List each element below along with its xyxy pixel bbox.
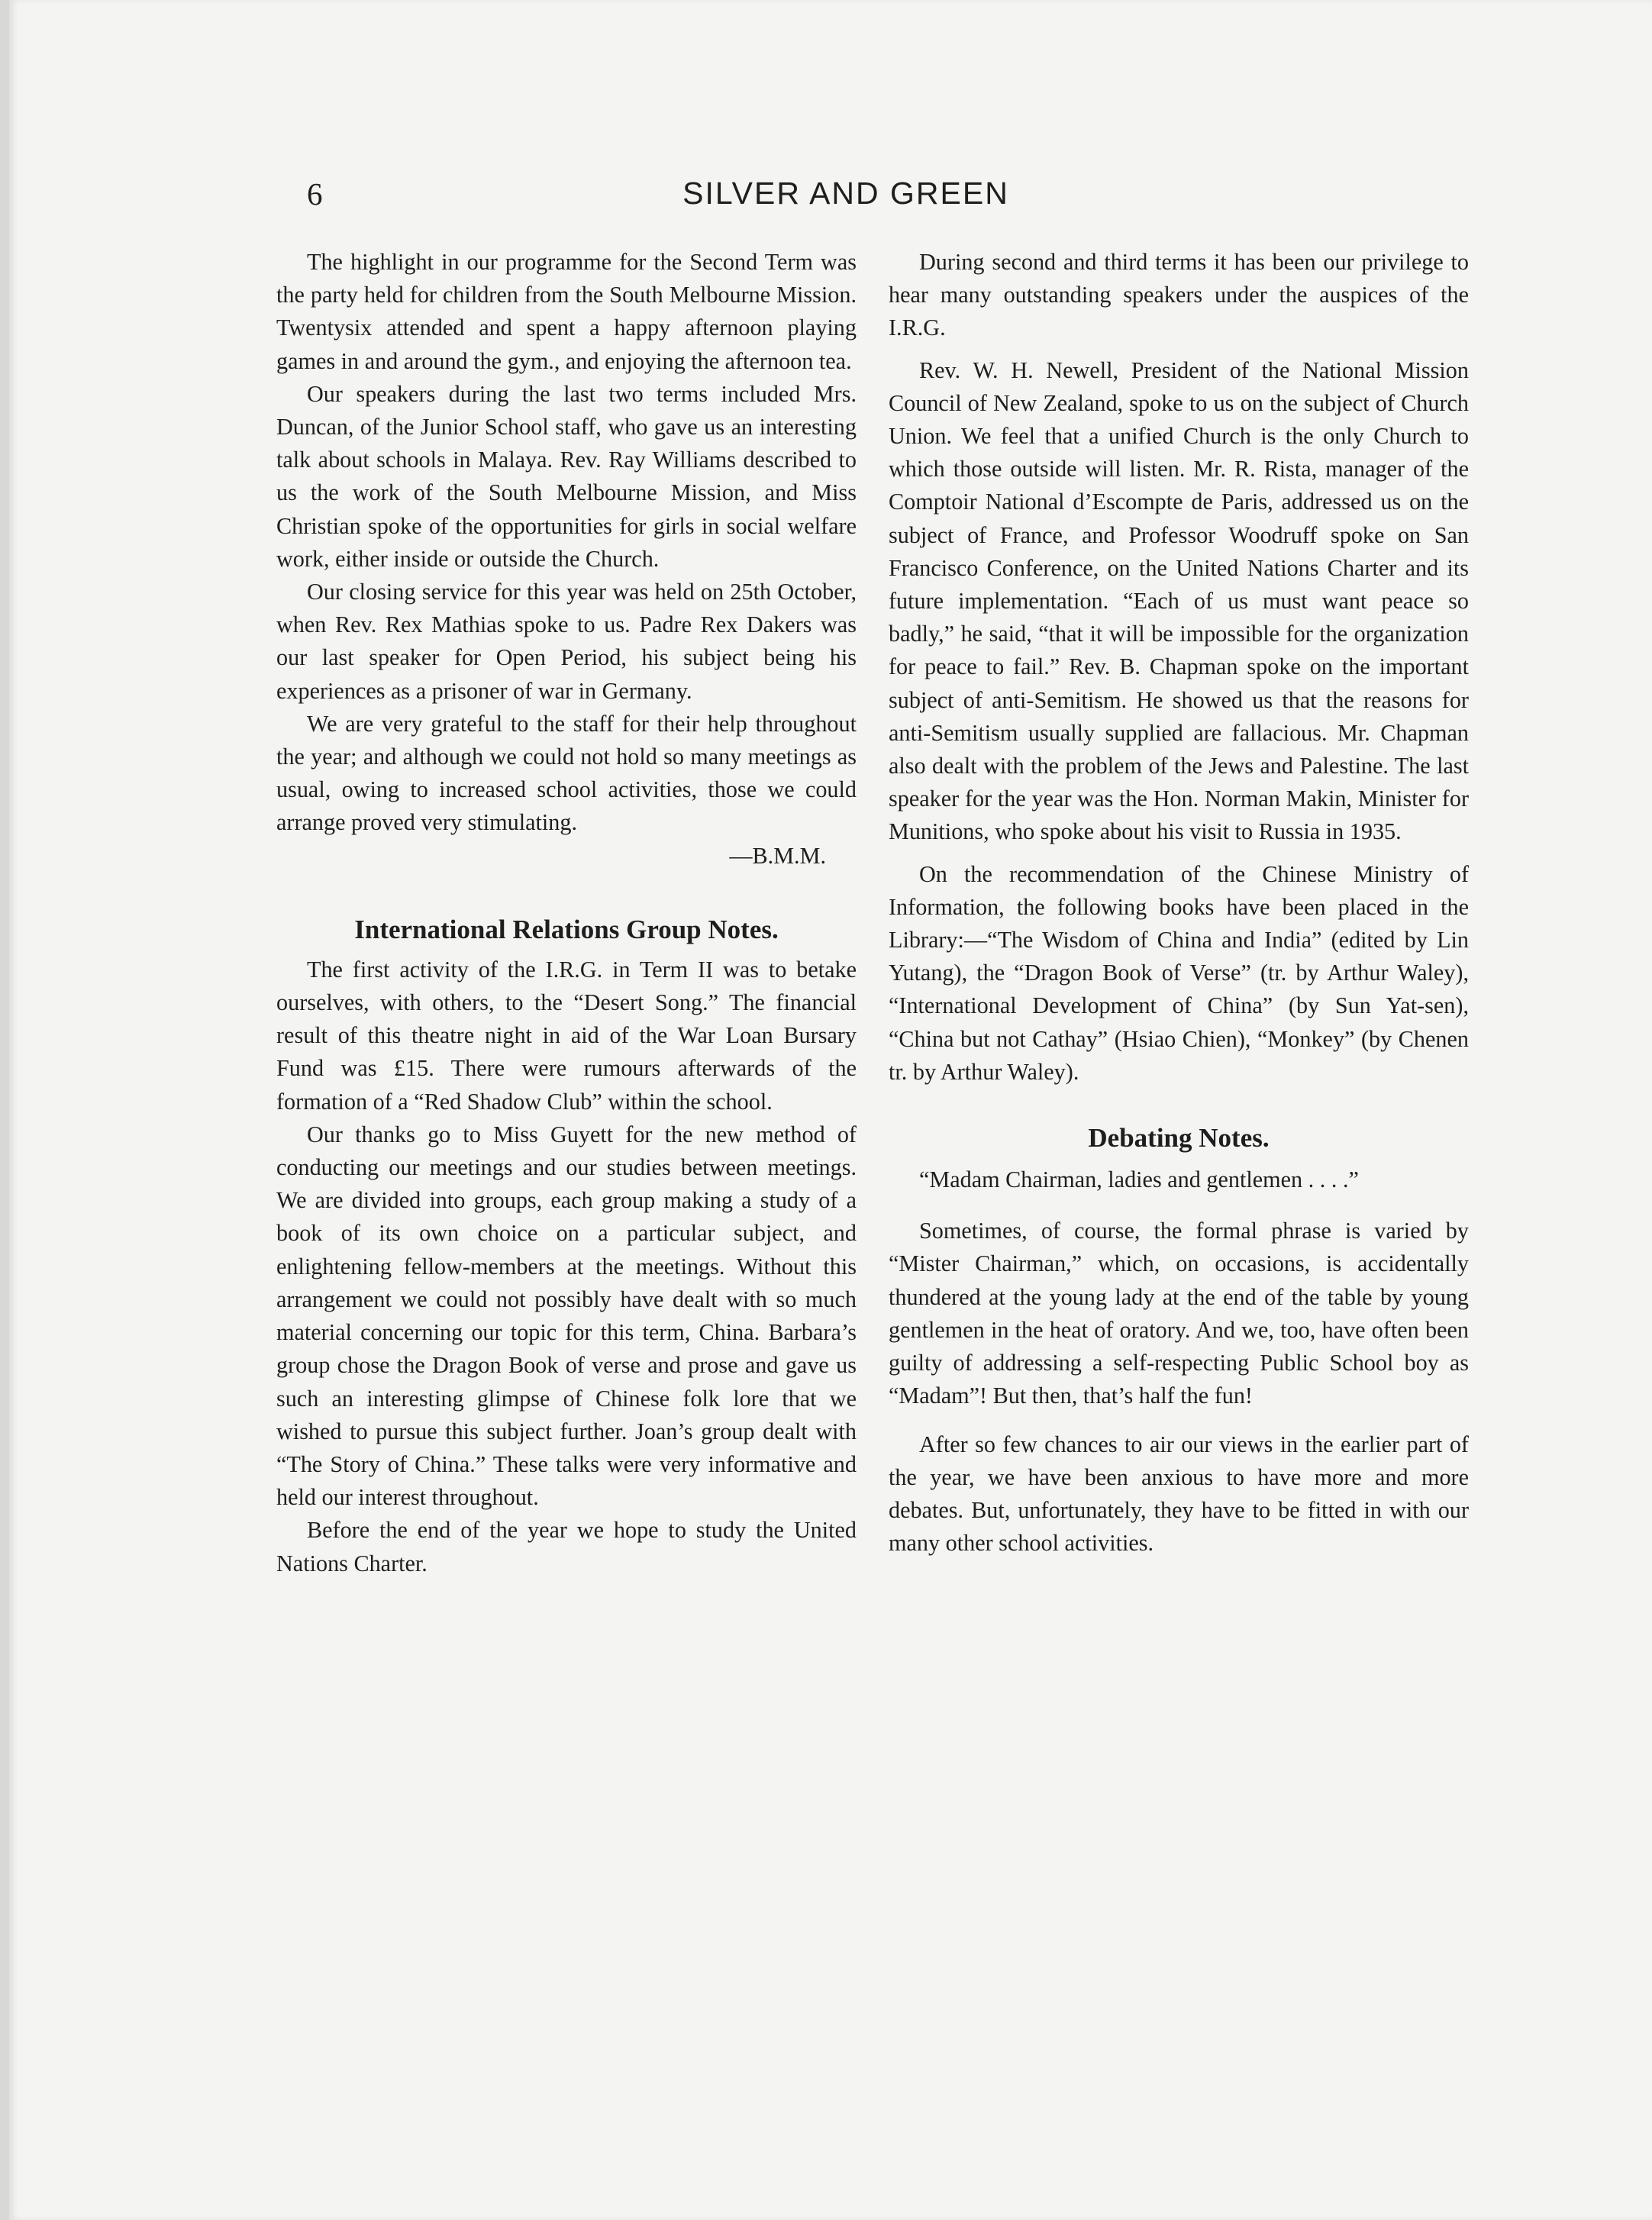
paragraph: Before the end of the year we hope to study the United Nations Charter. — [276, 1517, 857, 1576]
signature: —B.M.M. — [729, 842, 826, 869]
paragraph: Our speakers during the last two terms included Mrs. Duncan, of the Junior School staff, who gave us an interesting talk about schools in Malaya. Rev. Ray Williams described to us the work of the South Melbourne Mission, and Miss Christian spoke of the opportunities for girls in social welfare work, either inside or outside the Church. — [276, 380, 857, 572]
magazine-page — [9, 0, 1652, 2220]
paragraph: Our thanks go to Miss Guyett for the new method of conducting our meetings and our studies between meetings. We are divided into groups, each group making a study of a book of its own choice on a particular subject, and enlightening fellow-members at the meetings. Without this arrangement we could not possibly have dealt with so much material concerning our topic for this term, China. Barbara’s group chose the Dragon Book of verse and prose and gave us such an interesting glimpse of Chinese folk lore that we wished to pursue this subject further. Joan’s group dealt with “The Story of China.” These talks were very informative and held our interest throughout. — [276, 1121, 857, 1511]
paragraph: We are very grateful to the staff for their help throughout the year; and although we could not hold so many meetings as usual, owing to increased school activities, those we could arrange proved very stimulating. — [276, 710, 857, 836]
paragraph: During second and third terms it has been our privilege to hear many outstanding speakers under the auspices of the I.R.G. — [889, 249, 1469, 341]
left-column — [276, 246, 857, 1580]
paragraph: After so few chances to air our views in the earlier part of the year, we have been anxious to have more and more debates. But, unfortunately, they have to be fitted in with our many other school activities. — [889, 1431, 1469, 1557]
debating-opening: “Madam Chairman, ladies and gentlemen . . . .” — [919, 1166, 1359, 1193]
paragraph: Rev. W. H. Newell, President of the National Mission Council of New Zealand, spoke to us on the subject of Church Union. We feel that a unified Church is the only Church to which those outside will listen. Mr. R. Rista, manager of the Comptoir National d’Escompte de Paris, addressed us on the subject of France, and Professor Woodruff spoke on San Francisco Conference, on the United Nations Charter and its future implementation. “Each of us must want peace so badly,” he said, “that it will be impossible for the organization for peace to fail.” Rev. B. Chapman spoke on the important subject of anti-Semitism. He showed us that the reasons for anti-Semitism usually supplied are fallacious. Mr. Chapman also dealt with the problem of the Jews and Palestine. The last speaker for the year was the Hon. Norman Makin, Minister for Munitions, who spoke about his visit to Russia in 1935. — [889, 357, 1469, 845]
right-column — [889, 246, 1469, 1560]
paragraph: The first activity of the I.R.G. in Term II was to betake ourselves, with others, to the “Desert Song.” The financial result of this theatre night in aid of the War Loan Bursary Fund was £15. There were rumours afterwards of the formation of a “Red Shadow Club” within the school. — [276, 956, 857, 1115]
paragraph: Sometimes, of course, the formal phrase is varied by “Mister Chairman,” which, on occasions, is accidentally thundered at the young lady at the end of the table by young gentlemen in the heat of oratory. And we, too, have often been guilty of addressing a self-respecting Public School boy as “Madam”! But then, that’s half the fun! — [889, 1218, 1469, 1409]
paragraph: Our closing service for this year was held on 25th October, when Rev. Rex Mathias spoke to us. Padre Rex Dakers was our last speaker for Open Period, his subject being his experiences as a prisoner of war in Germany. — [276, 579, 857, 704]
section-title-irg: International Relations Group Notes. — [354, 914, 779, 944]
section-title-debating: Debating Notes. — [1088, 1123, 1270, 1154]
running-head: SILVER AND GREEN — [682, 176, 1009, 211]
paragraph: The highlight in our programme for the Second Term was the party held for children from the South Melbourne Mission. Twentysix attended and spent a happy afternoon playing games in and around the gym., and enjoying the afternoon tea. — [276, 249, 857, 374]
page-number: 6 — [307, 176, 324, 211]
paragraph: On the recommendation of the Chinese Ministry of Information, the following books have been placed in the Library:—“The Wisdom of China and India” (edited by Lin Yutang), the “Dragon Book of Verse” (tr. by Arthur Waley), “International Development of China” (by Sun Yat-sen), “China but not Cathay” (Hsiao Chien), “Monkey” (by Chenen tr. by Arthur Waley). — [889, 860, 1469, 1085]
